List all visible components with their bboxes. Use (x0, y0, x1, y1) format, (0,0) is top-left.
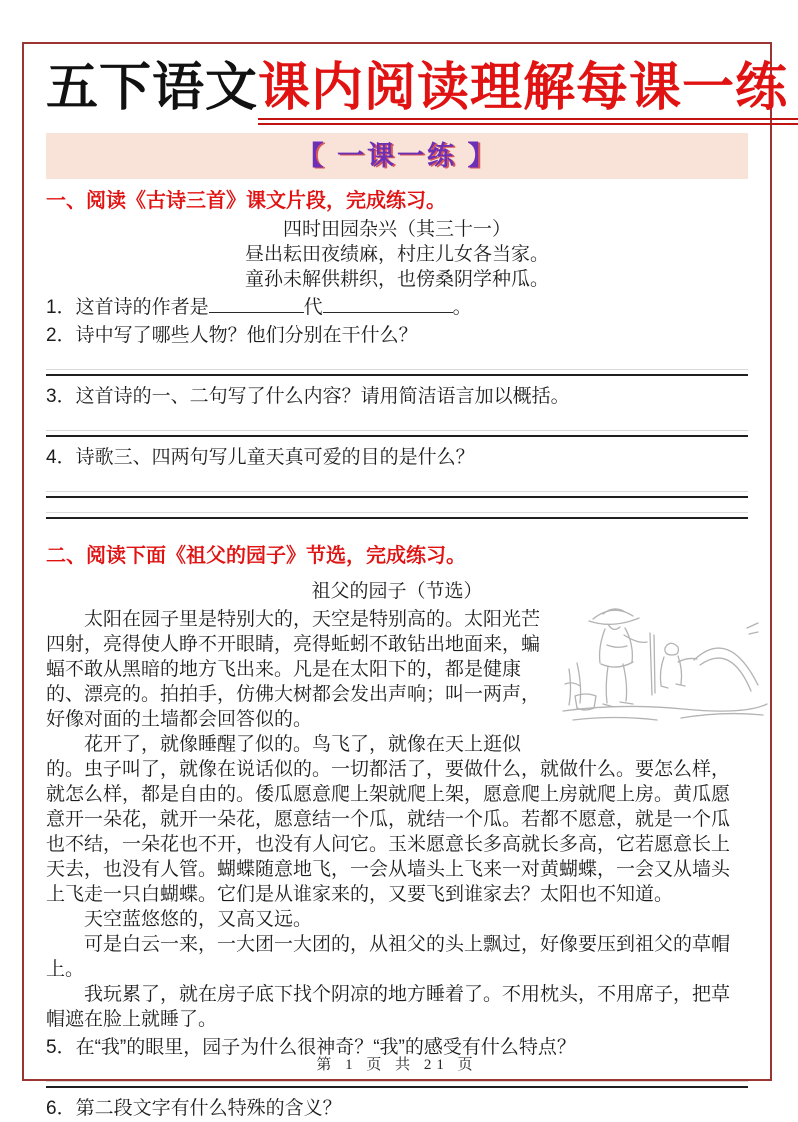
question-1 (46, 295, 748, 320)
page-title (46, 58, 789, 118)
passage-title: 祖父的园子（节选） (311, 581, 483, 602)
question-2: 2．诗中写了哪些人物？他们分别在干什么？ (46, 325, 418, 346)
page-number-footer: 第 1 页 共 21 页 (316, 1057, 478, 1073)
section2-heading: 二、阅读下面《祖父的园子》节选，完成练习。 (46, 545, 466, 567)
answer-line (46, 1081, 748, 1088)
poem-title: 四时田园杂兴（其三十一） (282, 219, 511, 240)
grandfather-garden-sketch-illustration (561, 599, 769, 731)
answer-line (46, 512, 748, 519)
page-title-grade: 五下语文 (46, 59, 259, 117)
passage-body (46, 607, 748, 1032)
question-5: 5．在“我”的眼里，园子为什么很神奇？“我”的感受有什么特点？ (46, 1037, 576, 1058)
question-6: 6．第二段文字有什么特殊的含义？ (46, 1098, 342, 1119)
question-3: 3．这首诗的一、二句写了什么内容？请用简洁语言加以概括。 (46, 386, 570, 407)
poem-line: 童孙未解供耕织，也傍桑阴学种瓜。 (244, 269, 549, 290)
worksheet-page (22, 42, 789, 1119)
answer-blank (209, 296, 304, 313)
lesson-banner (46, 133, 748, 179)
passage-paragraph: 天空蓝悠悠的，又高又远。 (84, 909, 313, 930)
poem-block (46, 217, 748, 292)
section1-heading: 一、阅读《古诗三首》课文片段，完成练习。 (46, 190, 446, 212)
passage-paragraph: 太阳在园子里是特别大的，天空是特别高的。太阳光芒四射，亮得使人睁不开眼睛，亮得蚯蚓不敢钻出地面来，蝙蝠不敢从黑暗的地方飞出来。凡是在太阳下的，都是健康的、漂亮的。拍拍手，仿佛大树都会发出声响；叫一两声，好像对面的土墙都会回答似的。 (46, 609, 541, 730)
lesson-banner-label: 【 一课一练 】 (296, 141, 498, 171)
answer-blank (323, 296, 453, 313)
question-1-middle: 代 (303, 297, 323, 318)
question-4: 4．诗歌三、四两句写儿童天真可爱的目的是什么？ (46, 447, 475, 468)
question-1-suffix: 。 (452, 297, 472, 318)
answer-line (46, 369, 748, 376)
passage-paragraph: 可是白云一来，一大团一大团的，从祖父的头上飘过，好像要压到祖父的草帽上。 (46, 934, 731, 980)
page-title-subject: 课内阅读理解每课一练 (258, 59, 798, 125)
poem-line: 昼出耘田夜绩麻，村庄儿女各当家。 (244, 244, 549, 265)
passage-paragraph: 我玩累了，就在房子底下找个阴凉的地方睡着了。不用枕头，不用席子，把草帽遮在脸上就睡了。 (46, 984, 731, 1030)
answer-line (46, 430, 748, 437)
question-1-prefix: 1．这首诗的作者是 (46, 297, 209, 318)
passage-paragraph: 花开了，就像睡醒了似的。鸟飞了，就像在天上逛似的。虫子叫了，就像在说话似的。一切都活了，要做什么，就做什么。要怎么样，就怎么样，都是自由的。倭瓜愿意爬上架就爬上架，愿意爬上房就爬上房。黄瓜愿意开一朵花，就开一朵花，愿意结一个瓜，就结一个瓜。若都不愿意，就是一个瓜也不结，一朵花也不开，也没有人问它。玉米愿意长多高就长多高，它若愿意长上天去，也没有人管。蝴蝶随意地飞，一会从墙头上飞来一对黄蝴蝶，一会又从墙头上飞走一只白蝴蝶。它们是从谁家来的，又要飞到谁家去？太阳也不知道。 (46, 734, 731, 905)
answer-line (46, 491, 748, 498)
